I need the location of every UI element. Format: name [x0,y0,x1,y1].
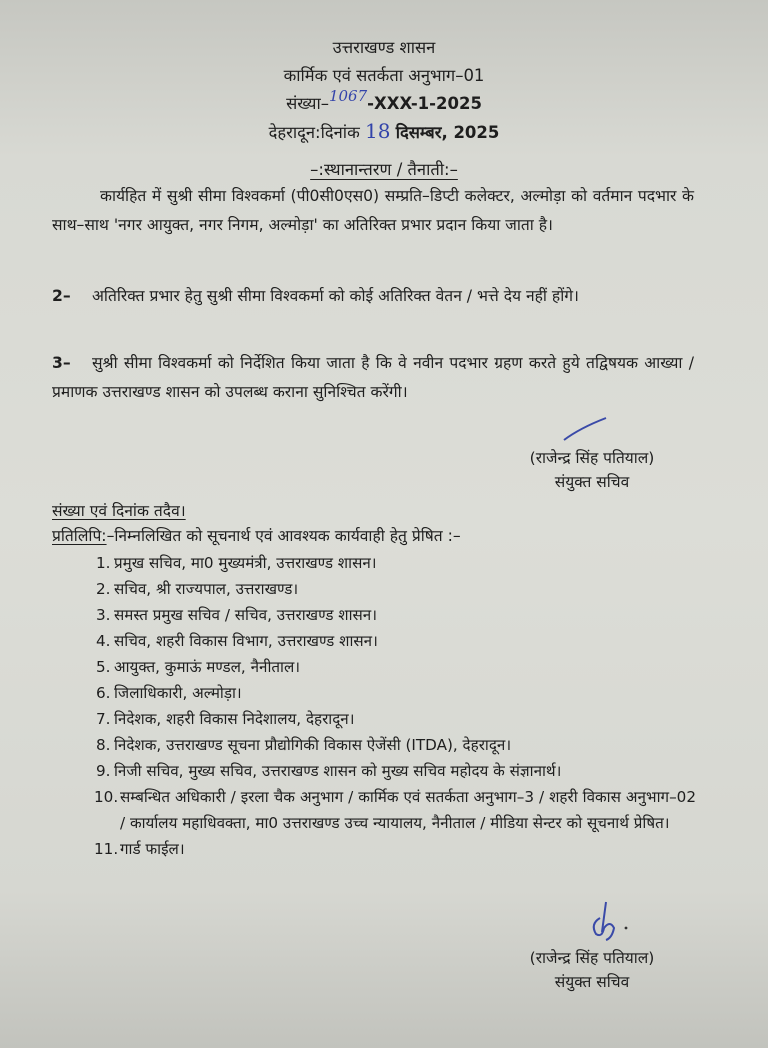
copy-label: प्रतिलिपि: [52,527,107,545]
copy-to-heading [52,524,461,548]
signature-block-2 [500,946,684,994]
signature-block-1 [500,446,684,494]
signatory-name: (राजेन्द्र सिंह पतियाल) [529,449,655,467]
paragraph-3 [52,349,694,407]
list-item: 2. सचिव, श्री राज्यपाल, उत्तराखण्ड। [96,580,299,598]
paragraph-2 [52,282,694,311]
list-item: 11. गार्ड फाईल। [94,840,185,858]
signature-stroke-icon [560,414,610,444]
list-item: 9. निजी सचिव, मुख्य सचिव, उत्तराखण्ड शासन को मुख्य सचिव महोदय के संज्ञानार्थ। [96,762,562,780]
subject-title: –:स्थानान्तरण / तैनाती:– [310,160,458,179]
order-number [0,87,768,114]
list-item: 1. प्रमुख सचिव, मा0 मुख्यमंत्री, उत्तराखण्ड शासन। [96,554,377,572]
signatory-designation: संयुक्त सचिव [554,973,630,991]
list-item: 4. सचिव, शहरी विकास विभाग, उत्तराखण्ड शासन। [96,632,378,650]
copy-text: –निम्नलिखित को सूचनार्थ एवं आवश्यक कार्यवाही हेतु प्रेषित :– [106,527,461,545]
government-name: उत्तराखण्ड शासन [332,38,436,57]
reference-line [52,499,186,523]
paragraph-2-number: 2– [52,287,71,305]
signatory-designation: संयुक्त सचिव [554,473,630,491]
handwritten-number: 1067 [328,87,368,105]
paragraph-1 [52,182,694,240]
list-item: 7. निदेशक, शहरी विकास निदेशालय, देहरादून। [96,710,355,728]
department-name: कार्मिक एवं सतर्कता अनुभाग–01 [283,66,485,85]
paragraph-3-text: सुश्री सीमा विश्वकर्मा को निर्देशित किया जाता है कि वे नवीन पदभार ग्रहण करते हुये तद्विषयक आख्या / प्रमाणक उत्तराखण्ड शासन को उपलब्ध कराना सुनिश्चित करेंगी। [52,354,694,401]
paragraph-1-text: कार्यहित में सुश्री सीमा विश्वकर्मा (पी0सी0एस0) सम्प्रति–डिप्टी कलेक्टर, अल्मोड़ा को वर्तमान पदभार के साथ–साथ 'नगर आयुक्त, नगर निगम, अल्मोड़ा' का अतिरिक्त प्रभार प्रदान किया जाता है। [52,187,694,234]
list-item: 6. जिलाधिकारी, अल्मोड़ा। [96,684,242,702]
signature-initials-icon [588,898,632,944]
handwritten-date: 18 [365,119,391,143]
list-item: 10. सम्बन्धित अधिकारी / इरला चैक अनुभाग / कार्मिक एवं सतर्कता अनुभाग–3 / शहरी विकास अनुभाग–02 / कार्यालय महाधिवक्ता, मा0 उत्तराखण्ड उच्च न्यायालय, नैनीताल / मीडिया सेन्टर को सूचनार्थ प्रेषित। [94,788,696,832]
order-date [0,121,768,143]
list-item: 8. निदेशक, उत्तराखण्ड सूचना प्रौद्योगिकी विकास ऐजेंसी (ITDA), देहरादून। [96,736,512,754]
date-suffix: दिसम्बर, 2025 [395,123,500,142]
paragraph-2-text: अतिरिक्त प्रभार हेतु सुश्री सीमा विश्वकर्मा को कोई अतिरिक्त वेतन / भत्ते देय नहीं होंगे। [92,287,579,305]
number-prefix: संख्या– [286,94,329,113]
signatory-name: (राजेन्द्र सिंह पतियाल) [529,949,655,967]
paragraph-3-number: 3– [52,354,71,372]
date-prefix: देहरादून:दिनांक [268,123,360,142]
list-item: 3. समस्त प्रमुख सचिव / सचिव, उत्तराखण्ड शासन। [96,606,377,624]
number-suffix: -XXX-1-2025 [367,94,482,113]
reference-text: संख्या एवं दिनांक तदैव। [52,502,186,520]
list-item: 5. आयुक्त, कुमाऊं मण्डल, नैनीताल। [96,658,301,676]
distribution-list [96,550,696,862]
